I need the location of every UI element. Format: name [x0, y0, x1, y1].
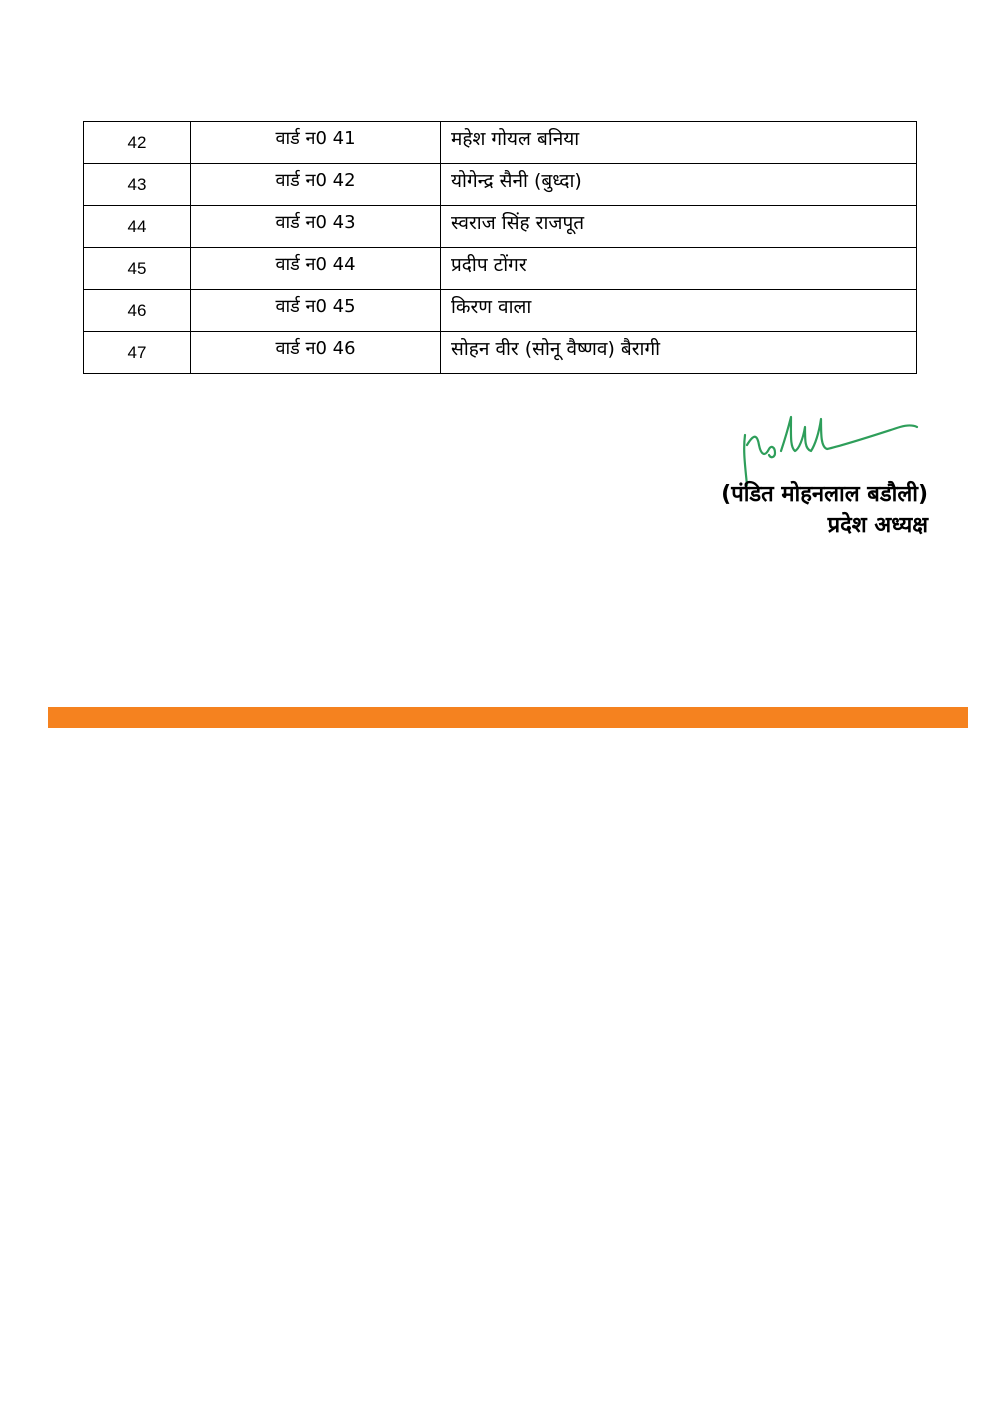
table-row [84, 248, 917, 290]
table-row [84, 206, 917, 248]
ward-number: वार्ड न0 41 [191, 122, 441, 164]
candidate-name: सोहन वीर (सोनू वैष्णव) बैरागी [441, 332, 917, 374]
serial-number: 47 [84, 332, 191, 374]
table-row [84, 164, 917, 206]
signatory-name: (पंडित मोहनलाल बडौली) [721, 482, 928, 507]
serial-number: 45 [84, 248, 191, 290]
candidate-name: स्वराज सिंह राजपूत [441, 206, 917, 248]
ward-number: वार्ड न0 42 [191, 164, 441, 206]
signatory-title: प्रदेश अध्यक्ष [827, 513, 928, 538]
ward-number: वार्ड न0 45 [191, 290, 441, 332]
signature-stroke [744, 417, 917, 485]
ward-candidate-table [83, 121, 917, 374]
serial-number: 44 [84, 206, 191, 248]
table-row [84, 122, 917, 164]
candidate-name: प्रदीप टोंगर [441, 248, 917, 290]
footer-bar [48, 707, 968, 728]
candidate-name: योगेन्द्र सैनी (बुध्दा) [441, 164, 917, 206]
table-row [84, 332, 917, 374]
candidate-name: किरण वाला [441, 290, 917, 332]
candidate-name: महेश गोयल बनिया [441, 122, 917, 164]
table-row [84, 290, 917, 332]
ward-number: वार्ड न0 46 [191, 332, 441, 374]
serial-number: 46 [84, 290, 191, 332]
ward-number: वार्ड न0 44 [191, 248, 441, 290]
serial-number: 43 [84, 164, 191, 206]
ward-number: वार्ड न0 43 [191, 206, 441, 248]
serial-number: 42 [84, 122, 191, 164]
